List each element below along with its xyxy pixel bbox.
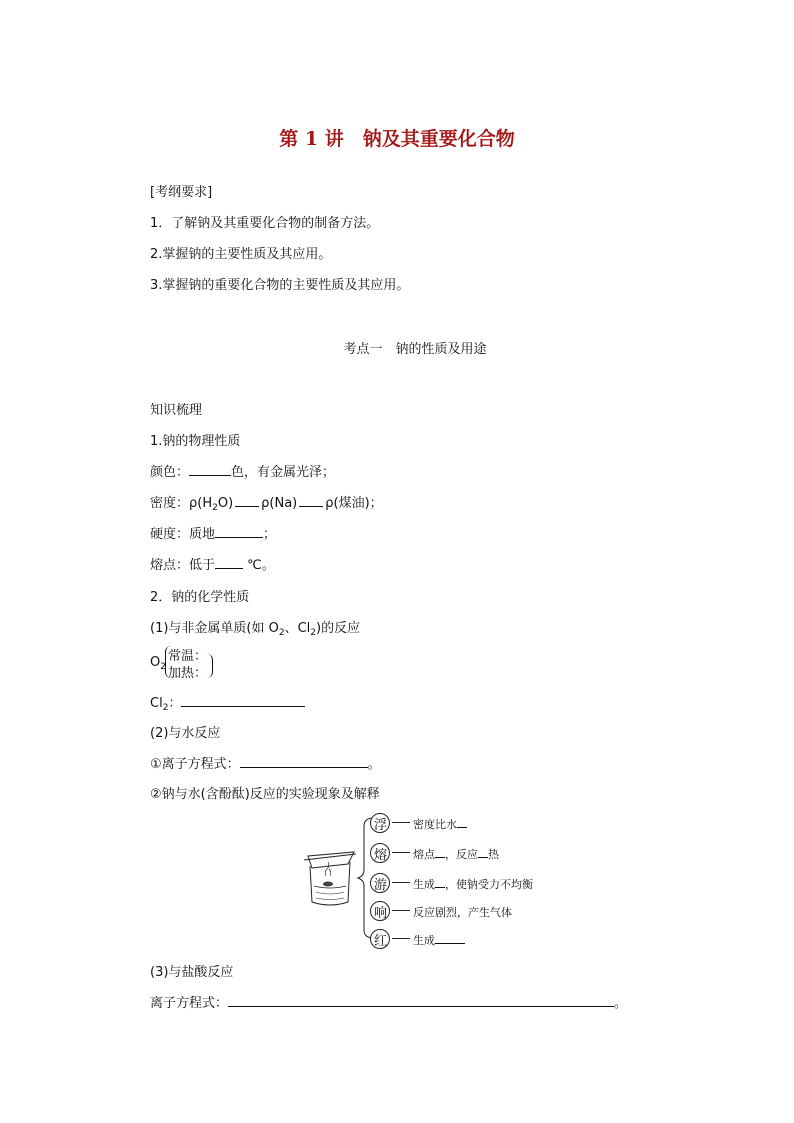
chemical-heading: 2．钠的化学性质 (150, 590, 250, 605)
connector-sound (392, 910, 410, 911)
nonmetal-sub-a: 2 (278, 628, 285, 638)
swim-text-a: 生成 (413, 878, 435, 891)
physical-heading: 1.钠的物理性质 (150, 434, 241, 449)
diagram-text-swim (413, 876, 533, 892)
connector-swim (392, 882, 410, 883)
circle-char-sound: 响 (374, 906, 388, 921)
water-ionic-label: ①离子方程式： (150, 757, 240, 772)
density-water: O) (217, 496, 234, 511)
acid-ionic-line (150, 992, 627, 1011)
swim-blank[interactable] (435, 876, 445, 888)
color-blank[interactable] (189, 462, 231, 476)
water-heading: (2)与水反应 (150, 726, 221, 741)
swim-text-b: ，使钠受力不均衡 (445, 878, 533, 891)
cl2-line (150, 692, 305, 711)
beaker-icon (304, 852, 356, 905)
red-text: 生成 (413, 934, 435, 947)
o2-symbol: O (150, 655, 161, 670)
diagram-text-sound: 反应剧烈，产生气体 (413, 906, 512, 919)
melt-text-a: 熔点 (413, 848, 435, 861)
acid-heading: (3)与盐酸反应 (150, 965, 234, 980)
requirements-header: [考纲要求] (150, 185, 213, 200)
diagram-text-melt (413, 846, 499, 862)
normal-temp-label: 常温： (168, 649, 208, 664)
heat-label: 加热： (168, 666, 208, 681)
connector-float (392, 822, 410, 823)
color-line (150, 461, 335, 480)
section-title: 考点一 钠的性质及用途 (343, 342, 487, 357)
nonmetal-heading-b: 、Cl (284, 621, 311, 636)
melt-text-b: ，反应 (445, 848, 478, 861)
circle-char-swim: 游 (374, 878, 388, 893)
nonmetal-heading-a: (1)与非金属单质(如 O (150, 621, 279, 636)
nonmetal-heading (150, 617, 360, 636)
hardness-label: 硬度：质地 (150, 527, 216, 542)
nonmetal-heading-c: )的反应 (316, 621, 361, 636)
cl2-blank[interactable] (181, 693, 305, 707)
circle-char-float: 浮 (374, 818, 388, 833)
hardness-suffix: ； (263, 527, 277, 542)
color-suffix: 色，有金属光泽； (231, 465, 336, 480)
density-blank-2[interactable] (299, 493, 323, 507)
connector-red (392, 938, 410, 939)
phenomena-heading: ②钠与水(含酚酞)反应的实验现象及解释 (150, 787, 380, 802)
density-line (150, 492, 383, 511)
cl2-symbol: Cl (150, 696, 163, 711)
water-ionic-end: 。 (367, 757, 381, 772)
melting-label: 熔点：低于 (150, 558, 216, 573)
acid-ionic-label: 离子方程式： (150, 996, 229, 1011)
melt-blank-2[interactable] (478, 846, 488, 858)
float-text: 密度比水 (413, 818, 457, 831)
float-blank[interactable] (457, 816, 467, 828)
requirement-item-1: 1．了解钠及其重要化合物的制备方法。 (150, 216, 380, 231)
melting-suffix: ℃。 (243, 558, 275, 573)
connector-melt (392, 852, 410, 853)
melting-line (150, 554, 275, 573)
density-blank-1[interactable] (235, 493, 259, 507)
acid-ionic-end: 。 (614, 996, 628, 1011)
cl2-sub: 2 (162, 703, 169, 713)
cl2-colon: ： (168, 696, 182, 711)
requirement-item-2: 2.掌握钠的主要性质及其应用。 (150, 247, 332, 262)
circle-char-red: 红 (374, 934, 388, 949)
red-blank[interactable] (435, 932, 465, 944)
density-kerosene: ρ(煤油)； (325, 496, 383, 511)
paren (207, 654, 213, 678)
hardness-blank[interactable] (215, 524, 263, 538)
nonmetal-sub-b: 2 (310, 628, 317, 638)
o2-sub: 2 (160, 662, 166, 672)
hardness-line (150, 523, 276, 542)
circle-char-melt: 熔 (374, 848, 388, 863)
melt-blank-1[interactable] (435, 846, 445, 858)
requirement-item-3: 3.掌握钠的重要化合物的主要性质及其应用。 (150, 278, 410, 293)
diagram-text-red (413, 932, 465, 948)
page-title: 第 1 讲 钠及其重要化合物 (279, 128, 515, 150)
density-sub: 2 (212, 503, 218, 513)
density-label: 密度：ρ(H (150, 496, 213, 511)
knowledge-header: 知识梳理 (150, 403, 203, 418)
melting-blank[interactable] (215, 555, 243, 569)
color-label: 颜色： (150, 465, 190, 480)
sodium-water-diagram (296, 812, 576, 956)
o2-label (150, 655, 166, 670)
water-ionic-line (150, 753, 381, 772)
water-ionic-blank[interactable] (240, 754, 368, 768)
diagram-text-float (413, 816, 467, 832)
density-na: ρ(Na) (261, 496, 298, 511)
melt-text-c: 热 (488, 848, 499, 861)
acid-ionic-blank[interactable] (228, 993, 614, 1007)
